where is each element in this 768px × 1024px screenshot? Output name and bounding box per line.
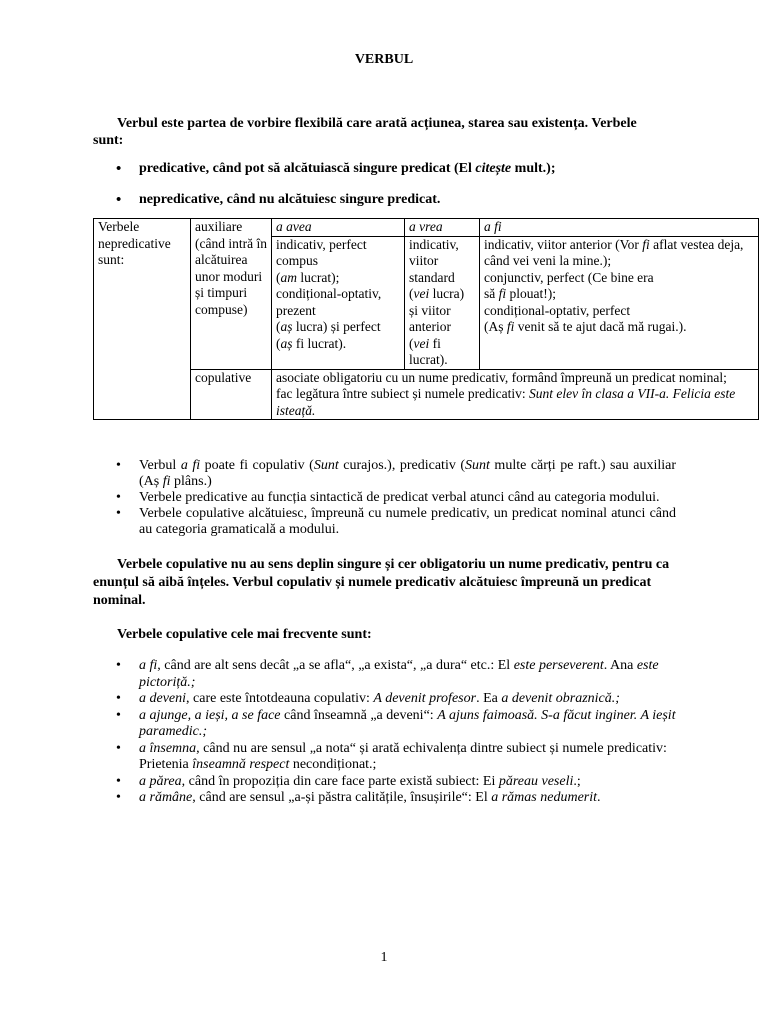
section-heading: Verbele copulative cele mai frecvente sunt: (117, 627, 372, 642)
column-header-avea: a avea (272, 219, 405, 237)
nonpredicative-verbs-table (93, 218, 759, 420)
list-item: • Verbele predicative au funcția sintactică de predicat verbal atunci când au categoria modului. (116, 490, 676, 506)
page-number: 1 (380, 950, 388, 965)
copulative-paragraph: Verbele copulative nu au sens deplin singure și cer obligatoriu un nume predicativ, pentru ca enunțul să aibă înțeles. Verbul copulativ și numele predicativ alcătuiesc împreună un predicat nominal. (93, 557, 670, 608)
column-header-vrea: a vrea (405, 219, 480, 237)
cell-vrea: indicativ, viitor standard (vei lucra) și viitor anterior (vei fi lucrat). (405, 236, 480, 369)
copulative-description: asociate obligatoriu cu un nume predicativ, formând împreună un predicat nominal; fac legătura între subiect și numele predicativ: Sunt elev în clasa a VII-a. Felicia este isteață. (272, 369, 759, 420)
column-header-fi: a fi (480, 219, 759, 237)
list-item: • Verbele copulative alcătuiesc, împreună cu numele predicativ, un predicat nominal atunci când au categoria gramaticală a modului. (116, 506, 676, 538)
auxiliary-label: auxiliare (când intră în alcătuirea unor moduri și timpuri compuse) (191, 219, 272, 370)
list-item: • a însemna, când nu are sensul „a nota“ și arată echivalența dintre subiect și numele predicativ: Prietenia înseamnă respect necondiționat.; (116, 741, 676, 774)
table-row-header: Verbele nepredicative sunt: (94, 219, 191, 420)
list-item: • a ajunge, a ieși, a se face când înseamnă „a deveni“: A ajuns faimoasă. S-a făcut inginer. A ieșit paramedic.; (116, 708, 676, 741)
list-item: • a părea, când în propoziția din care face parte există subiect: Ei păreau veseli.; (116, 774, 676, 791)
list-item-predicative: • predicative, când pot să alcătuiască singure predicat (El citește mult.); (116, 158, 676, 189)
verb-types-list (116, 158, 676, 220)
list-item: • a rămâne, când are sensul „a-și păstra calitățile, însușirile“: El a rămas nedumerit. (116, 790, 676, 807)
list-item: • a deveni, care este întotdeauna copulativ: A devenit profesor. Ea a devenit obraznică.; (116, 691, 676, 708)
copulative-label: copulative (191, 369, 272, 420)
list-item: • Verbul a fi poate fi copulativ (Sunt curajos.), predicativ (Sunt multe cărți pe raft.) sau auxiliar (Aș fi plâns.) (116, 458, 676, 490)
page-title: VERBUL (354, 52, 414, 67)
list-item: • a fi, când are alt sens decât „a se afla“, „a exista“, „a dura“ etc.: El este perseverent. Ana este pictoriță.; (116, 658, 676, 691)
notes-list (116, 458, 676, 538)
cell-fi: indicativ, viitor anterior (Vor fi aflat vestea deja, când vei veni la mine.); conjunctiv, perfect (Ce bine era să fi plouat!); condițional-optativ, perfect (Aș fi venit să te ajut dacă mă rugai.). (480, 236, 759, 369)
frequent-copulatives-list (116, 658, 676, 807)
cell-avea: indicativ, perfect compus (am lucrat); condițional-optativ, prezent (aș lucra) și perfect (aș fi lucrat). (272, 236, 405, 369)
intro-paragraph: Verbul este partea de vorbire flexibilă care arată acțiunea, starea sau existența. Verbele sunt: (93, 116, 637, 148)
list-item-nepredicative: • nepredicative, când nu alcătuiesc singure predicat. (116, 189, 676, 220)
